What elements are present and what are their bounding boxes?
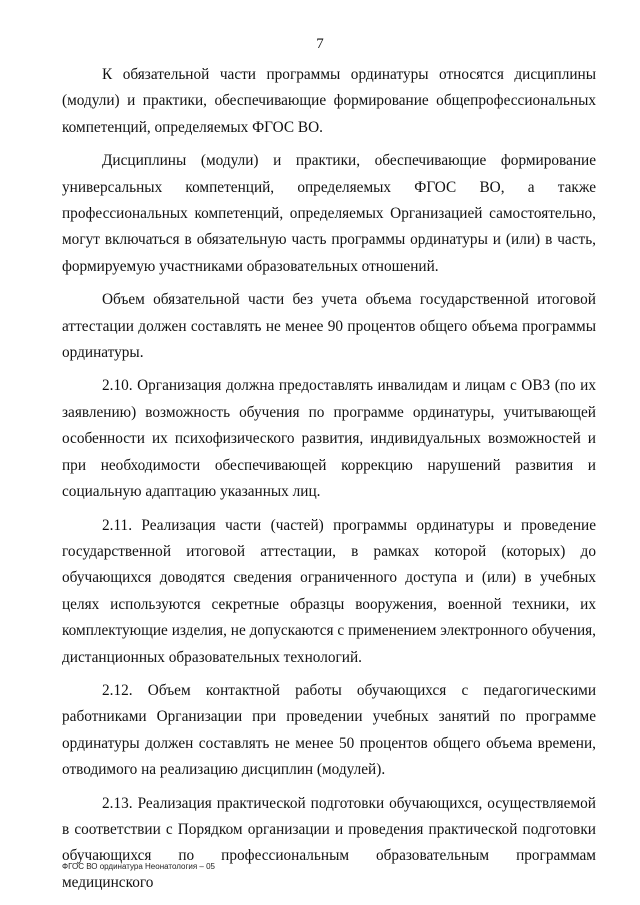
paragraph-disciplines: Дисциплины (модули) и практики, обеспечивающие формирование универсальных компетенций, определяемых ФГОС ВО, а также профессиональных компетенций, определяемых Организацией самостоятельно, могут включаться в обязательную часть программы ординатуры и (или) в часть, формируемую участниками образовательных отношений. [62,152,596,275]
paragraph-2-13: 2.13. Реализация практической подготовки обучающихся, осуществляемой в соответствии с Порядком организации и проведения практической подготовки обучающихся по профессиональным образовательным программам медицинского [62,794,596,891]
paragraph-mandatory-part: К обязательной части программы ординатуры относятся дисциплины (модули) и практики, обеспечивающие формирование общепрофессиональных компетенций, определяемых ФГОС ВО. [62,66,596,136]
footer-label: ФГОС ВО ординатура Неонатология – 05 [62,862,215,871]
paragraph-volume: Объем обязательной части без учета объема государственной итоговой аттестации должен составлять не менее 90 процентов общего объема программы ординатуры. [62,291,596,362]
paragraph-2-12: 2.12. Объем контактной работы обучающихся с педагогическими работниками Организации при проведении учебных занятий по программе ординатуры должен составлять не менее 50 процентов общего объема времени, отводимого на реализацию дисциплин (модулей). [62,681,596,779]
page-number: 7 [316,36,324,52]
document-body [62,62,596,903]
paragraph-2-10: 2.10. Организация должна предоставлять инвалидам и лицам с ОВЗ (по их заявлению) возможность обучения по программе ординатуры, учитывающей особенности их психофизического развития, индивидуальных возможностей и при необходимости обеспечивающей коррекцию нарушений развития и социальную адаптацию указанных лиц. [62,377,596,501]
paragraph-2-11: 2.11. Реализация части (частей) программы ординатуры и проведение государственной итоговой аттестации, в рамках которой (которых) до обучающихся доводятся сведения ограниченного доступа и (или) в учебных целях используются секретные образцы вооружения, военной техники, их комплектующие изделия, не допускаются с применением электронного обучения, дистанционных образовательных технологий. [62,516,596,666]
